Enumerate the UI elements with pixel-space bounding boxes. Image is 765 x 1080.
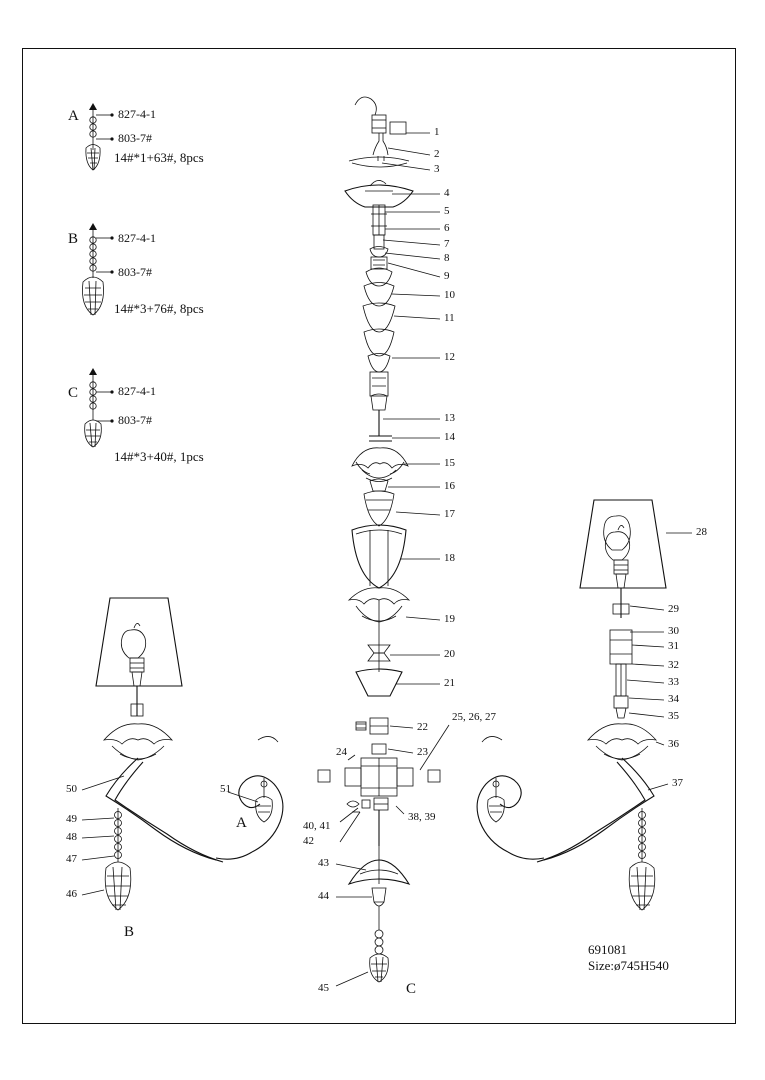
callout-23: 23: [417, 746, 428, 758]
callout-44: 44: [318, 890, 329, 902]
callout-49: 49: [66, 813, 77, 825]
callout-22: 22: [417, 721, 428, 733]
callout-45: 45: [318, 982, 329, 994]
callout-38-39: 38, 39: [408, 811, 436, 823]
callout-50: 50: [66, 783, 77, 795]
callout-8: 8: [444, 252, 450, 264]
callout-13: 13: [444, 412, 455, 424]
callout-12: 12: [444, 351, 455, 363]
callout-9: 9: [444, 270, 450, 282]
callout-1: 1: [434, 126, 440, 138]
legend-b-part-bottom: 803-7#: [118, 265, 152, 279]
callout-37: 37: [672, 777, 683, 789]
product-size: Size:ø745H540: [588, 958, 669, 973]
callout-4: 4: [444, 187, 450, 199]
callout-40-41: 40, 41: [303, 820, 331, 832]
callout-5: 5: [444, 205, 450, 217]
legend-a-spec: 14#*1+63#, 8pcs: [114, 150, 204, 165]
callout-3: 3: [434, 163, 440, 175]
callout-25-26-27: 25, 26, 27: [452, 711, 496, 723]
callout-31: 31: [668, 640, 679, 652]
callout-28: 28: [696, 526, 707, 538]
diagram-letter-c: C: [406, 981, 417, 997]
callout-48: 48: [66, 831, 77, 843]
product-code: 691081: [588, 942, 627, 957]
callout-11: 11: [444, 312, 455, 324]
legend-b-spec: 14#*3+76#, 8pcs: [114, 301, 204, 316]
callout-2: 2: [434, 148, 440, 160]
drawing-border: [22, 48, 736, 1024]
callout-14: 14: [444, 431, 455, 443]
callout-51: 51: [220, 783, 231, 795]
callout-17: 17: [444, 508, 455, 520]
callout-36: 36: [668, 738, 679, 750]
legend-letter-a: A: [68, 108, 79, 124]
legend-a-part-top: 827-4-1: [118, 107, 156, 121]
callout-46: 46: [66, 888, 77, 900]
callout-19: 19: [444, 613, 455, 625]
legend-b-part-top: 827-4-1: [118, 231, 156, 245]
legend-c-part-bottom: 803-7#: [118, 413, 152, 427]
callout-18: 18: [444, 552, 455, 564]
callout-42: 42: [303, 835, 314, 847]
legend-a-part-bottom: 803-7#: [118, 131, 152, 145]
legend-c-spec: 14#*3+40#, 1pcs: [114, 449, 204, 464]
callout-35: 35: [668, 710, 679, 722]
callout-7: 7: [444, 238, 450, 250]
callout-24: 24: [336, 746, 347, 758]
legend-letter-c: C: [68, 385, 79, 401]
callout-30: 30: [668, 625, 679, 637]
callout-47: 47: [66, 853, 77, 865]
callout-6: 6: [444, 222, 450, 234]
diagram-letter-b: B: [124, 924, 135, 940]
callout-34: 34: [668, 693, 679, 705]
callout-20: 20: [444, 648, 455, 660]
callout-21: 21: [444, 677, 455, 689]
callout-32: 32: [668, 659, 679, 671]
legend-c-part-top: 827-4-1: [118, 384, 156, 398]
callout-15: 15: [444, 457, 455, 469]
callout-33: 33: [668, 676, 679, 688]
callout-43: 43: [318, 857, 329, 869]
callout-16: 16: [444, 480, 455, 492]
callout-10: 10: [444, 289, 455, 301]
legend-letter-b: B: [68, 231, 79, 247]
diagram-letter-a: A: [236, 815, 247, 831]
callout-29: 29: [668, 603, 679, 615]
